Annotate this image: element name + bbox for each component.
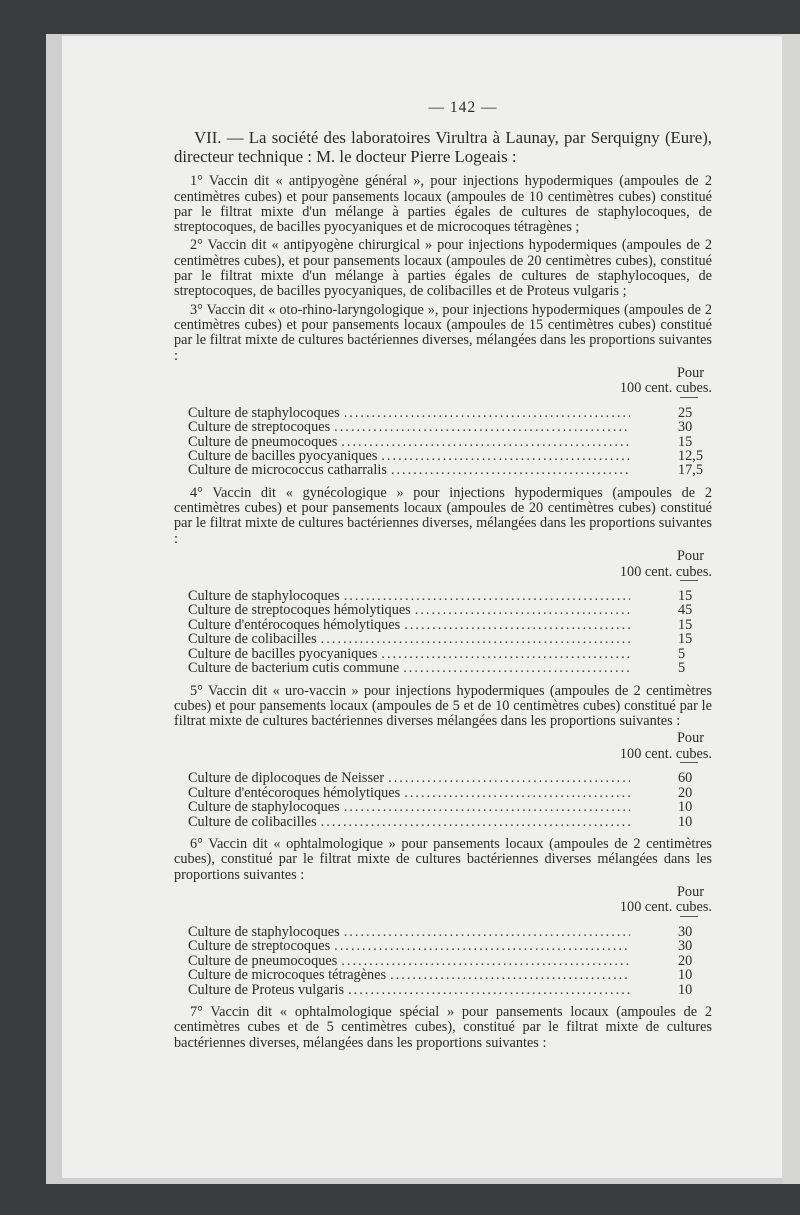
column-header-line-1: Pour xyxy=(676,364,704,381)
vaccine-paragraph-2: 2° Vaccin dit « antipyogène chirurgical » pour injections hypodermiques (ampoules de 2 centimètres cubes), et pour pansements locaux (ampoules de 20 centimètres cubes), constitué par le filtrat mixte d'un mélange à parties égales de cultures de staphylocoques, de streptocoques, de bacilles pyocyaniques, de colibacilles et de Proteus vulgaris ; xyxy=(174,237,712,300)
column-header xyxy=(174,731,712,769)
row-label: Culture de staphylocoques xyxy=(188,588,340,605)
row-value: 25 xyxy=(678,404,693,421)
composition-table-3 xyxy=(174,406,712,478)
row-value: 10 xyxy=(678,813,693,830)
row-label: Culture de diplocoques de Neisser xyxy=(188,770,385,787)
row-value: 15 xyxy=(678,616,693,633)
column-header-line-1: Pour xyxy=(676,730,704,747)
row-value: 30 xyxy=(678,419,693,436)
row-value: 60 xyxy=(678,770,693,787)
table-row xyxy=(188,939,712,953)
vaccine-paragraph-4: 4° Vaccin dit « gynécologique » pour injections hypodermiques (ampoules de 2 centimètres cubes) et pour pansements locaux (ampoules de 20 centimètres cubes) constitué par le filtrat mixte de cultures bactériennes diverses, mélangées dans les proportions suivantes : xyxy=(174,484,712,547)
row-label: Culture de staphylocoques xyxy=(188,799,340,816)
column-rule xyxy=(680,397,698,404)
column-header-line-2: 100 cent. cubes. xyxy=(619,745,712,762)
composition-table-4 xyxy=(174,589,712,675)
page-content xyxy=(174,100,712,1051)
row-label: Culture de micrococcus catharralis xyxy=(188,462,387,479)
vaccine-paragraph-3: 3° Vaccin dit « oto-rhino-laryngologique », pour injections hypodermiques (ampoules de 2 centimètres cubes) et pour pansements locaux (ampoules de 15 centimètres cubes) constitué par le filtrat mixte de cultures bactériennes diverses, mélangées dans les proportions suivantes : xyxy=(174,301,712,364)
row-value: 30 xyxy=(678,938,693,955)
row-value: 5 xyxy=(678,660,686,677)
column-header xyxy=(174,549,712,587)
row-label: Culture d'entérocoques hémolytiques xyxy=(188,616,401,633)
table-row xyxy=(188,589,712,603)
row-label: Culture d'entécoroques hémolytiques xyxy=(188,784,401,801)
table-row xyxy=(188,661,712,675)
row-value: 15 xyxy=(678,588,693,605)
row-label: Culture de streptocoques xyxy=(188,938,331,955)
table-row xyxy=(188,603,712,617)
column-header-line-1: Pour xyxy=(676,883,704,900)
vaccine-paragraph-5: 5° Vaccin dit « uro-vaccin » pour injections hypodermiques (ampoules de 2 centimètres cubes) et pour pansements locaux (ampoules de 5 et de 10 centimètres cubes) constitué par le filtrat mixte de cultures bactériennes diverses mélangées dans les proportions suivantes : xyxy=(174,682,712,730)
table-row xyxy=(188,968,712,982)
table-row xyxy=(188,449,712,463)
column-header-line-1: Pour xyxy=(676,548,704,565)
row-label: Culture de streptocoques xyxy=(188,419,331,436)
column-header-line-2: 100 cent. cubes. xyxy=(619,563,712,580)
table-row xyxy=(188,618,712,632)
table-row xyxy=(188,786,712,800)
row-value: 15 xyxy=(678,631,693,648)
row-value: 30 xyxy=(678,923,693,940)
row-label: Culture de bacilles pyocyaniques xyxy=(188,448,378,465)
row-label: Culture de streptocoques hémolytiques xyxy=(188,602,411,619)
row-value: 10 xyxy=(678,967,693,984)
row-label: Culture de staphylocoques xyxy=(188,404,340,421)
row-value: 5 xyxy=(678,645,686,662)
row-value: 20 xyxy=(678,952,693,969)
table-row xyxy=(188,632,712,646)
vaccine-paragraph-6: 6° Vaccin dit « ophtalmologique » pour pansements locaux (ampoules de 2 centimètres cubes), constitué par le filtrat mixte de cultures bactériennes diverses mélangées dans les proportions suivantes : xyxy=(174,836,712,883)
row-label: Culture de pneumocoques xyxy=(188,433,338,450)
row-label: Culture de Proteus vulgaris xyxy=(188,981,345,998)
row-label: Culture de colibacilles xyxy=(188,631,317,648)
row-value: 10 xyxy=(678,799,693,816)
row-value: 10 xyxy=(678,981,693,998)
section-heading: VII. — La société des laboratoires Virultra à Launay, par Serquigny (Eure), directeur technique : M. le docteur Pierre Logeais : xyxy=(174,128,712,166)
table-row xyxy=(188,983,712,997)
table-row xyxy=(188,406,712,420)
row-value: 45 xyxy=(678,602,693,619)
row-label: Culture de staphylocoques xyxy=(188,923,340,940)
row-value: 12,5 xyxy=(678,448,704,465)
table-row xyxy=(188,420,712,434)
composition-table-5 xyxy=(174,771,712,829)
table-row xyxy=(188,815,712,829)
column-header-line-2: 100 cent. cubes. xyxy=(619,380,712,397)
table-row xyxy=(188,435,712,449)
vaccine-paragraph-7: 7° Vaccin dit « ophtalmologique spécial » pour pansements locaux (ampoules de 2 centimètres cubes et de 5 centimètres cubes), constitué par le filtrat mixte de cultures bactériennes diverses, mélangées dans les proportions suivantes : xyxy=(174,1003,712,1051)
row-value: 17,5 xyxy=(678,462,704,479)
table-row xyxy=(188,463,712,477)
table-row xyxy=(188,954,712,968)
row-label: Culture de microcoques tétragènes xyxy=(188,967,387,984)
row-label: Culture de bacilles pyocyaniques xyxy=(188,645,378,662)
row-label: Culture de bacterium cutis commune xyxy=(188,660,400,677)
table-row xyxy=(188,925,712,939)
table-row xyxy=(188,647,712,661)
composition-table-6 xyxy=(174,925,712,997)
column-header xyxy=(174,366,712,404)
column-rule xyxy=(680,916,698,923)
column-header xyxy=(174,885,712,923)
column-rule xyxy=(680,762,698,769)
column-header-line-2: 100 cent. cubes. xyxy=(619,899,712,916)
binding-strip xyxy=(782,34,800,1184)
row-value: 15 xyxy=(678,433,693,450)
column-rule xyxy=(680,580,698,587)
table-row xyxy=(188,800,712,814)
row-value: 20 xyxy=(678,784,693,801)
row-label: Culture de pneumocoques xyxy=(188,952,338,969)
vaccine-paragraph-1: 1° Vaccin dit « antipyogène général », pour injections hypodermiques (ampoules de 2 centimètres cubes) et pour pansements locaux (ampoules de 10 centimètres cubes) constitué par le filtrat mixte d'un mélange à parties égales de cultures de staphylocoques, de streptocoques, de bacilles pyocyaniques et de microcoques tétragènes ; xyxy=(174,173,712,236)
row-label: Culture de colibacilles xyxy=(188,813,317,830)
table-row xyxy=(188,771,712,785)
page-number: — 142 — xyxy=(428,99,498,116)
